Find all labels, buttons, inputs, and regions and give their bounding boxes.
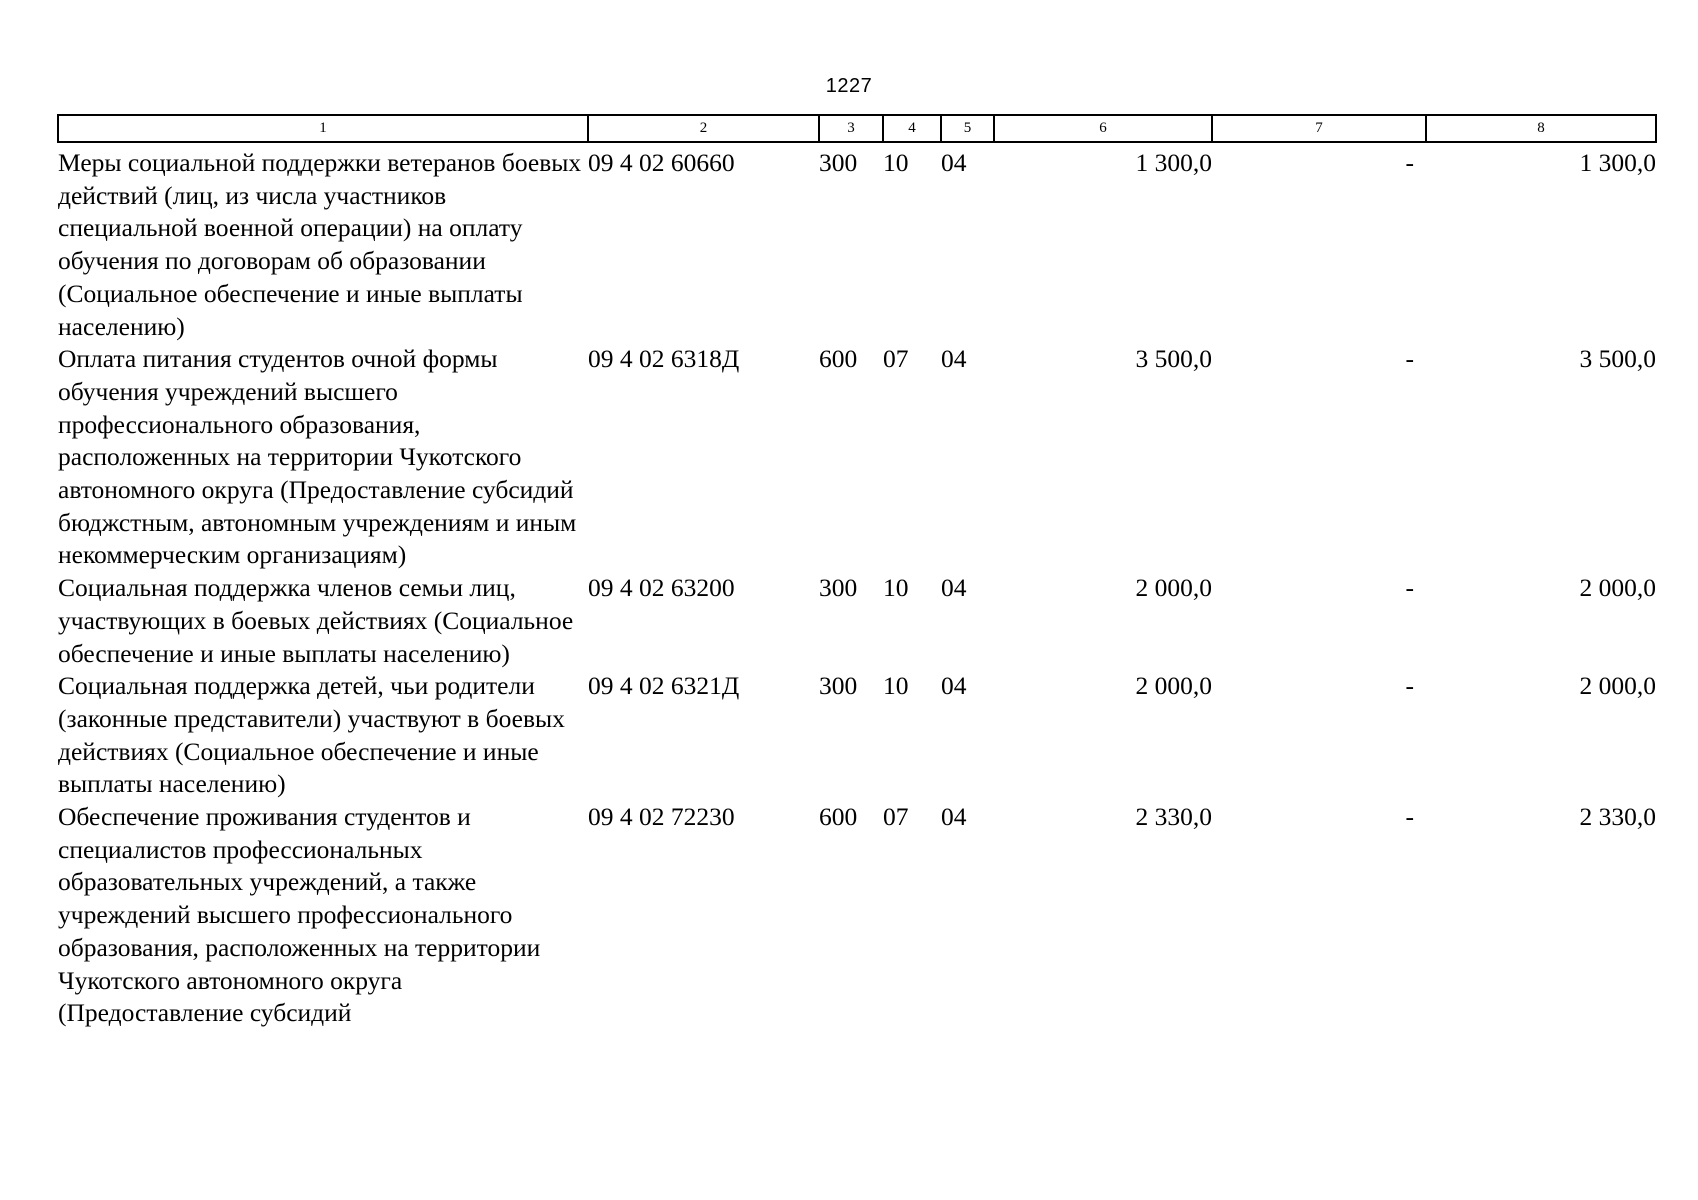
row-col-8-amount: 1 300,0	[1579, 148, 1656, 177]
budget-table	[57, 114, 1657, 1030]
row-col-6-amount: 1 300,0	[1135, 148, 1212, 177]
row-description: Меры социальной поддержки ветеранов боевых действий (лиц, из числа участников специальной военной операции) на оплату обучения по договорам об образовании (Социальное обеспечение и иные выплаты населению)	[58, 148, 582, 341]
table-header	[58, 115, 1656, 142]
row-col-5: 04	[941, 573, 967, 603]
row-col-7-amount: -	[1405, 802, 1414, 832]
row-col-3: 300	[819, 573, 858, 603]
header-row	[58, 115, 1656, 142]
table-body	[58, 142, 1656, 1030]
header-col-8: 8	[1426, 115, 1656, 142]
row-col-6-amount: 3 500,0	[1135, 344, 1212, 374]
row-col-3: 300	[819, 671, 858, 701]
row-description: Обеспечение проживания студентов и специалистов профессиональных образовательных учреждений, а также учреждений высшего профессионального образования, расположенных на территории Чукотского автономного округа (Предоставление субсидий	[58, 802, 541, 1028]
row-col-8-amount: 2 000,0	[1579, 573, 1656, 603]
header-col-2: 2	[588, 115, 819, 142]
header-col-7: 7	[1212, 115, 1426, 142]
row-target-code: 09 4 02 72230	[588, 802, 735, 832]
row-col-6-amount: 2 000,0	[1135, 671, 1212, 701]
row-col-4: 10	[883, 671, 909, 701]
table-row	[58, 343, 1656, 572]
row-target-code: 09 4 02 60660	[588, 148, 735, 177]
row-target-code: 09 4 02 63200	[588, 573, 735, 603]
table-row	[58, 801, 1656, 1030]
row-target-code: 09 4 02 6318Д	[588, 344, 740, 374]
header-col-4: 4	[883, 115, 941, 142]
row-col-4: 07	[883, 802, 909, 832]
page-number: 1227	[825, 75, 873, 97]
table-row	[58, 142, 1656, 343]
header-col-5: 5	[941, 115, 994, 142]
table-row	[58, 572, 1656, 670]
row-col-6-amount: 2 000,0	[1135, 573, 1212, 603]
header-col-6: 6	[994, 115, 1212, 142]
row-description: Оплата питания студентов очной формы обучения учреждений высшего профессионального образования, расположенных на территории Чукотского автономного округа (Предоставление субсидий бюджстным, автономным учреждениям и иным некоммерческим организациям)	[58, 344, 577, 570]
row-col-3: 600	[819, 344, 858, 374]
header-col-1: 1	[58, 115, 588, 142]
table-row	[58, 670, 1656, 801]
row-col-4: 10	[883, 148, 909, 177]
row-col-4: 07	[883, 344, 909, 374]
row-col-5: 04	[941, 344, 967, 374]
row-col-8-amount: 3 500,0	[1579, 344, 1656, 374]
header-col-3: 3	[819, 115, 883, 142]
row-col-7-amount: -	[1405, 671, 1414, 701]
row-description: Социальная поддержка членов семьи лиц, участвующих в боевых действиях (Социальное обеспечение и иные выплаты населению)	[58, 573, 574, 668]
row-col-6-amount: 2 330,0	[1135, 802, 1212, 832]
row-col-3: 300	[819, 148, 858, 177]
row-col-5: 04	[941, 671, 967, 701]
row-col-5: 04	[941, 148, 967, 177]
row-col-8-amount: 2 330,0	[1579, 802, 1656, 832]
row-col-7-amount: -	[1405, 573, 1414, 603]
row-description: Социальная поддержка детей, чьи родители (законные представители) участвуют в боевых действиях (Социальное обеспечение и иные выплаты населению)	[58, 671, 565, 799]
row-col-7-amount: -	[1405, 344, 1414, 374]
row-col-3: 600	[819, 802, 858, 832]
row-col-4: 10	[883, 573, 909, 603]
row-col-5: 04	[941, 802, 967, 832]
row-col-7-amount: -	[1405, 148, 1414, 177]
row-target-code: 09 4 02 6321Д	[588, 671, 740, 701]
row-col-8-amount: 2 000,0	[1579, 671, 1656, 701]
